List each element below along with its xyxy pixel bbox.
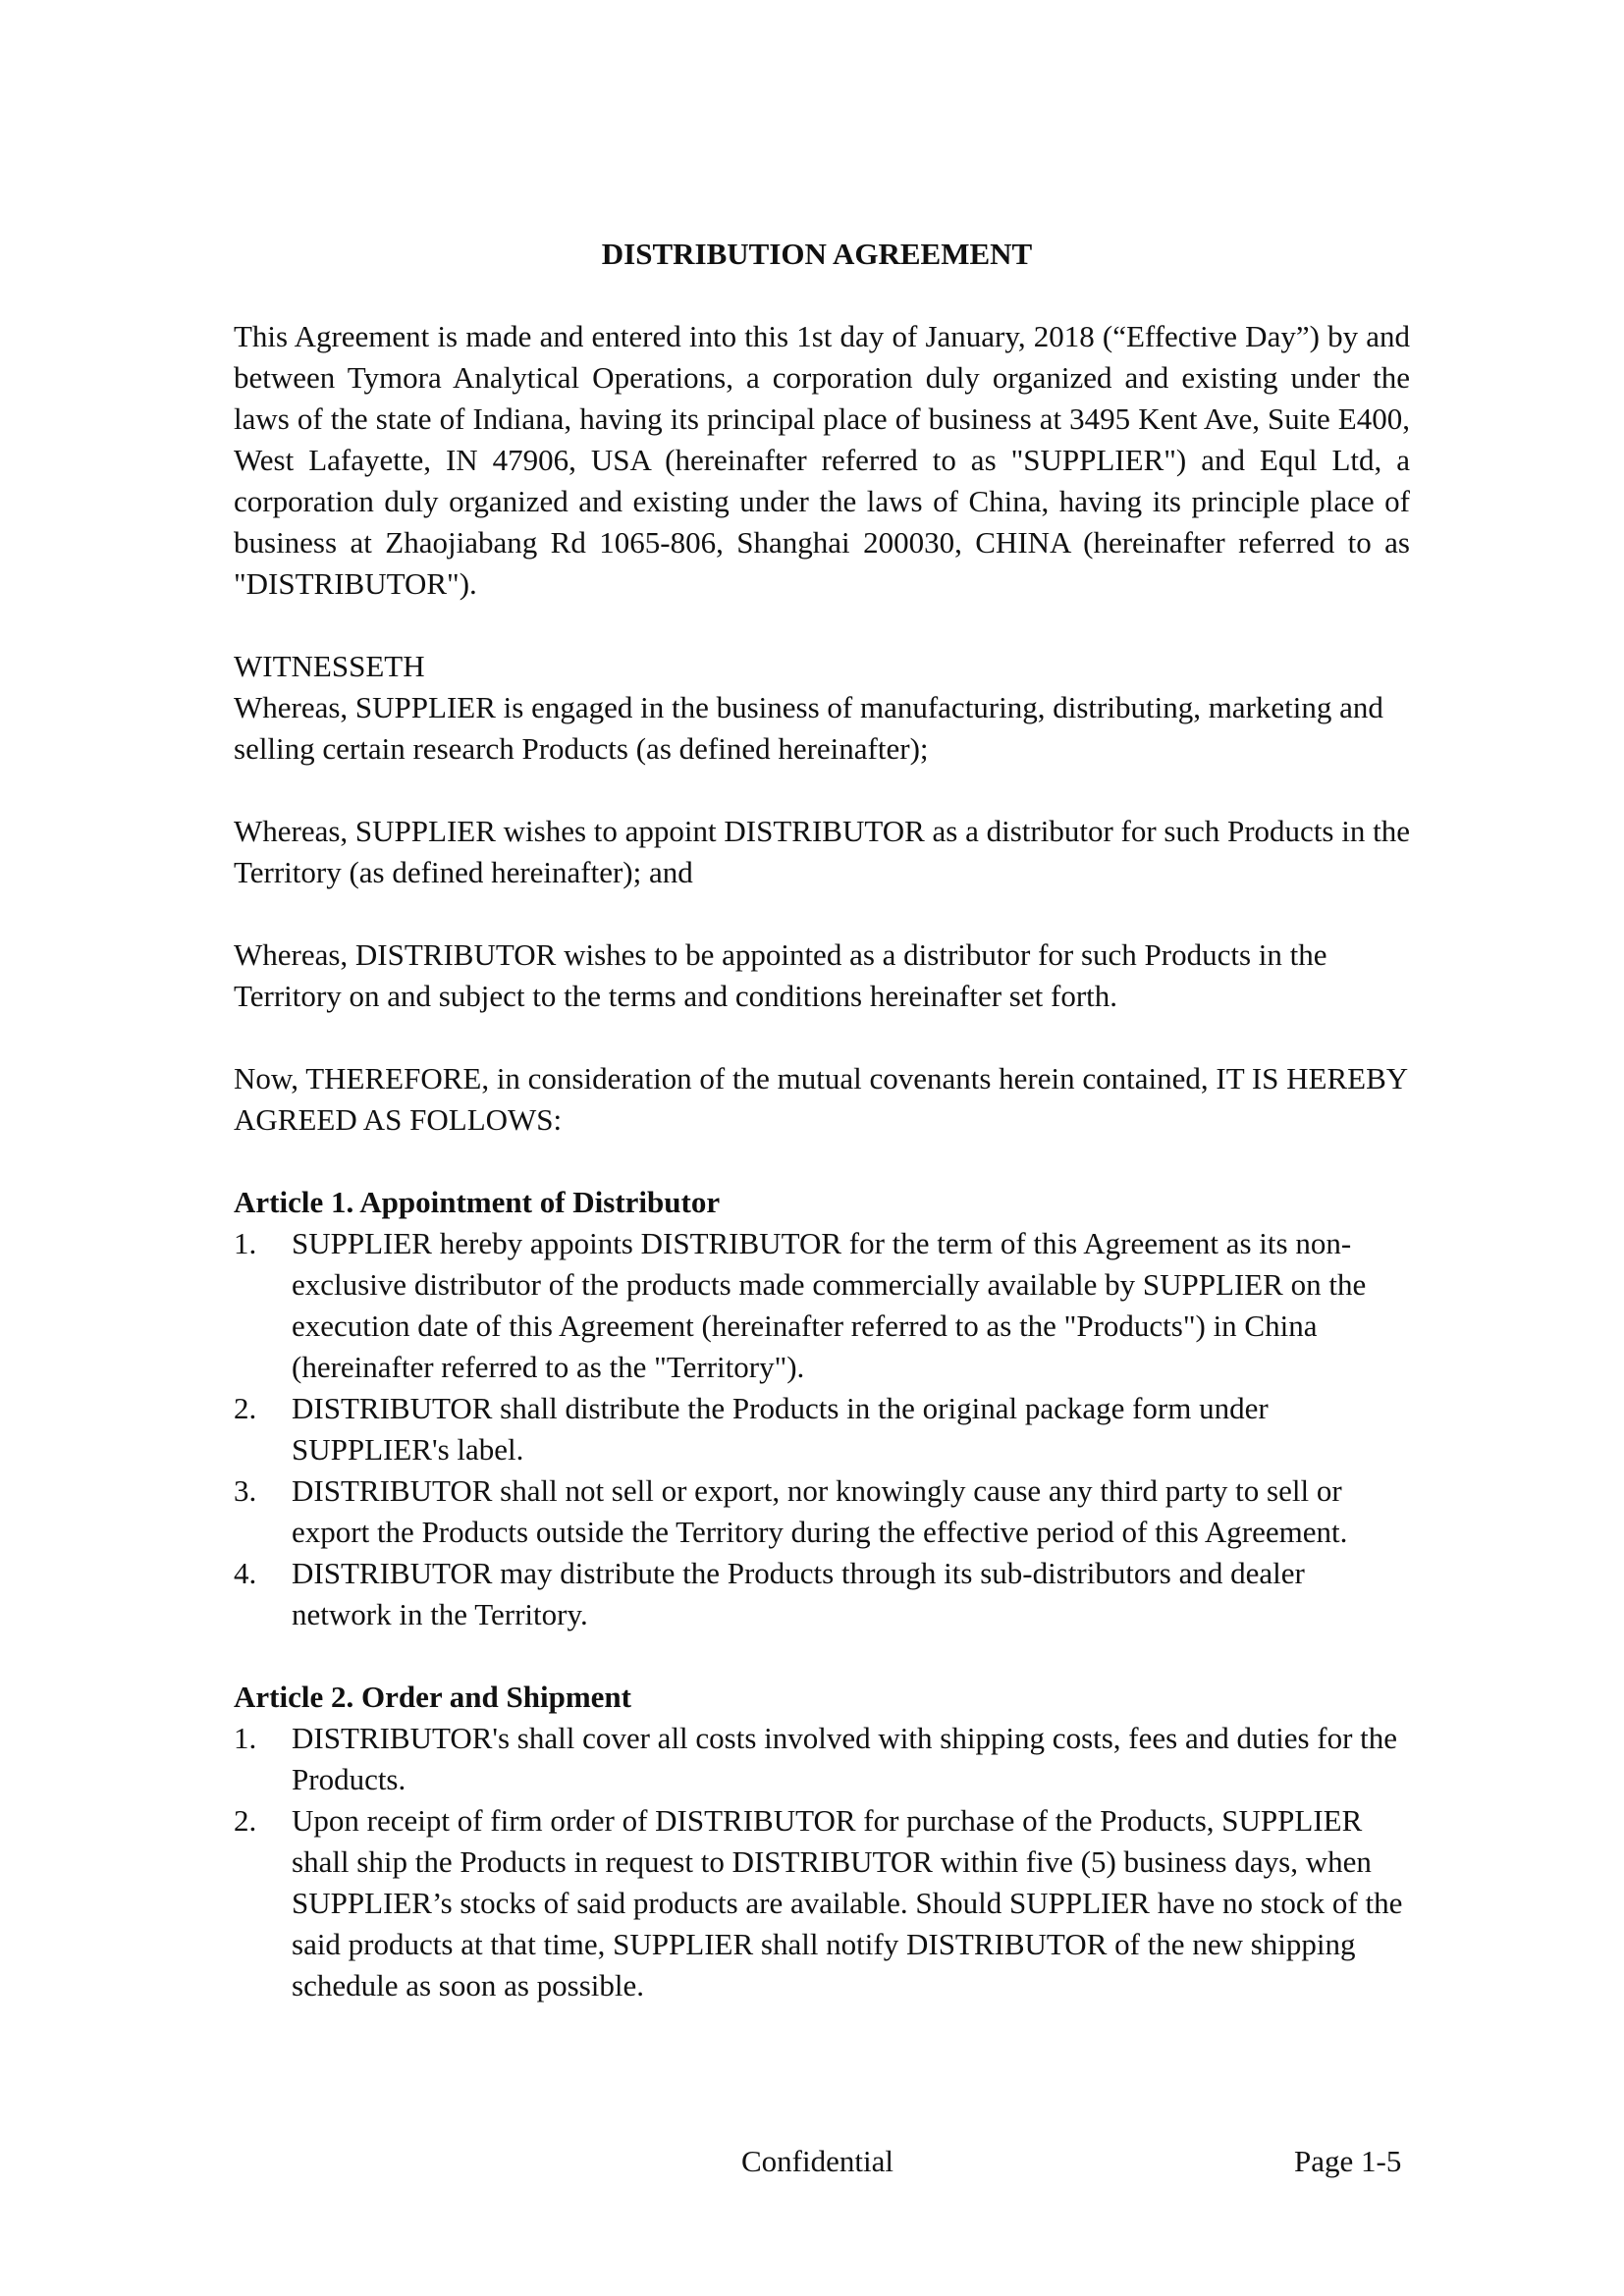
article-2-list	[234, 1718, 1410, 2006]
item-text: Upon receipt of firm order of DISTRIBUTOR for purchase of the Products, SUPPLIER shall ship the Products in request to DISTRIBUTOR within five (5) business days, when SUPPLIER’s stocks of said products are available. Should SUPPLIER have no stock of the said products at that time, SUPPLIER shall notify DISTRIBUTOR of the new shipping schedule as soon as possible.	[292, 1803, 1403, 2002]
list-item	[234, 1800, 1410, 2006]
article-1-list	[234, 1223, 1410, 1635]
article-2-heading: Article 2. Order and Shipment	[234, 1680, 631, 1714]
item-number: 1.	[234, 1226, 257, 1260]
list-item	[234, 1223, 1410, 1388]
item-number: 1.	[234, 1721, 257, 1755]
witnesseth-heading: WITNESSETH	[234, 649, 425, 683]
whereas-clause-3: Whereas, DISTRIBUTOR wishes to be appointed as a distributor for such Products in the Territory on and subject to the terms and conditions hereinafter set forth.	[234, 937, 1327, 1013]
list-item	[234, 1388, 1410, 1470]
document-body	[234, 316, 1410, 2048]
intro-paragraph: This Agreement is made and entered into this 1st day of January, 2018 (“Effective Day”) by and between Tymora Analytical Operations, a corporation duly organized and existing under the laws of the state of Indiana, having its principal place of business at 3495 Kent Ave, Suite E400, West Lafayette, IN 47906, USA (hereinafter referred to as "SUPPLIER") and Equl Ltd, a corporation duly organized and existing under the laws of China, having its principle place of business at Zhaojiabang Rd 1065-806, Shanghai 200030, CHINA (hereinafter referred to as "DISTRIBUTOR").	[234, 319, 1410, 601]
whereas-clause-1: Whereas, SUPPLIER is engaged in the business of manufacturing, distributing, marketing and selling certain research Products (as defined hereinafter);	[234, 690, 1383, 766]
footer-confidential: Confidential	[741, 2144, 893, 2178]
item-text: DISTRIBUTOR shall not sell or export, nor knowingly cause any third party to sell or export the Products outside the Territory during the effective period of this Agreement.	[292, 1473, 1348, 1549]
list-item	[234, 1718, 1410, 1800]
therefore-clause: Now, THEREFORE, in consideration of the mutual covenants herein contained, IT IS HEREBY AGREED AS FOLLOWS:	[234, 1061, 1407, 1137]
footer-page-number: Page 1-5	[1294, 2144, 1402, 2178]
article-1-heading: Article 1. Appointment of Distributor	[234, 1185, 721, 1219]
witnesseth-section	[234, 646, 1410, 770]
item-number: 4.	[234, 1556, 257, 1590]
item-number: 3.	[234, 1473, 257, 1508]
document-title: DISTRIBUTION AGREEMENT	[601, 237, 1033, 271]
item-text: SUPPLIER hereby appoints DISTRIBUTOR for the term of this Agreement as its non-exclusive distributor of the products made commercially available by SUPPLIER on the execution date of this Agreement (hereinafter referred to as the "Products") in China (hereinafter referred to as the "Territory").	[292, 1226, 1367, 1384]
item-text: DISTRIBUTOR may distribute the Products through its sub-distributors and dealer network in the Territory.	[292, 1556, 1305, 1631]
therefore-block	[234, 1058, 1410, 1141]
item-text: DISTRIBUTOR's shall cover all costs involved with shipping costs, fees and duties for the Products.	[292, 1721, 1398, 1796]
item-text: DISTRIBUTOR shall distribute the Products in the original package form under SUPPLIER's label.	[292, 1391, 1269, 1467]
list-item	[234, 1470, 1410, 1553]
list-item	[234, 1553, 1410, 1635]
whereas-block-2	[234, 811, 1410, 893]
whereas-clause-2: Whereas, SUPPLIER wishes to appoint DISTRIBUTOR as a distributor for such Products in the Territory (as defined hereinafter); and	[234, 814, 1410, 889]
item-number: 2.	[234, 1803, 257, 1838]
item-number: 2.	[234, 1391, 257, 1425]
whereas-block-3	[234, 934, 1410, 1017]
